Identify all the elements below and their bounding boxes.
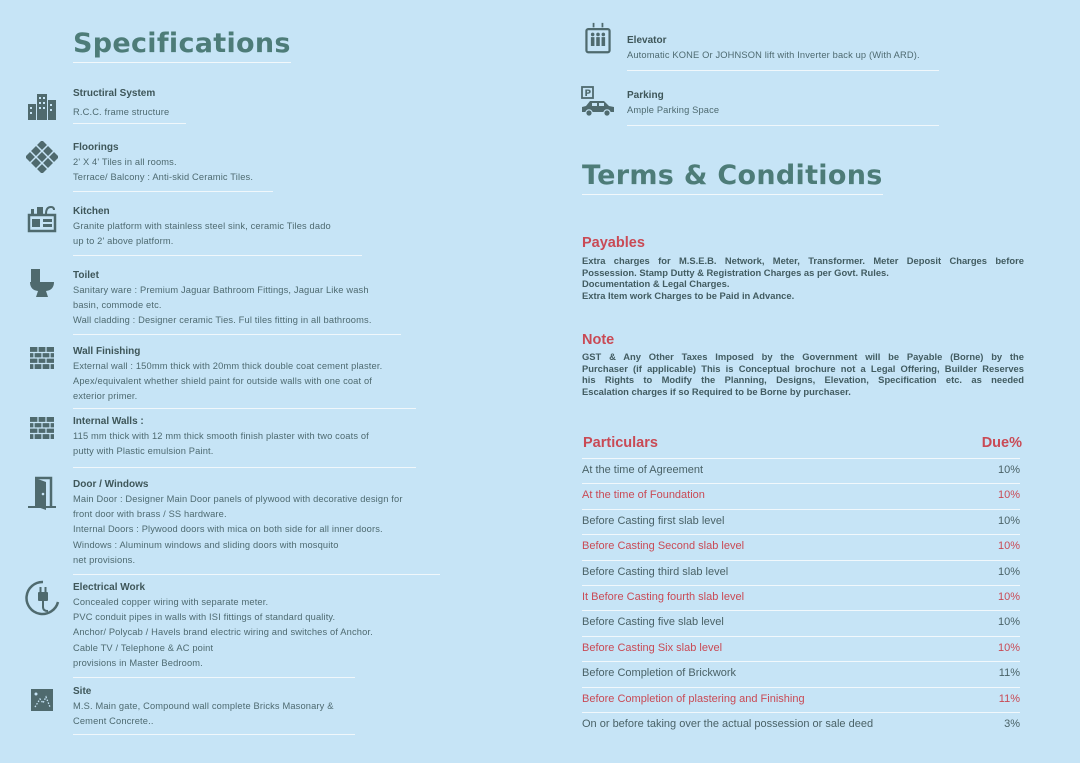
spec-line: net provisions. — [73, 554, 136, 565]
row-value: 10% — [997, 540, 1020, 552]
row-value: 10% — [997, 642, 1020, 654]
building-icon — [26, 90, 58, 122]
spec-heading: Door / Windows — [73, 479, 149, 490]
divider — [73, 123, 186, 124]
row-label: Before Completion of Brickwork — [582, 667, 737, 679]
table-row — [582, 483, 1020, 508]
spec-site — [73, 685, 334, 729]
divider — [627, 70, 939, 71]
payables-heading: Payables — [582, 235, 645, 251]
spec-line: M.S. Main gate, Compound wall complete Bricks Masonary & — [73, 701, 334, 711]
spec-line: Cable TV / Telephone & AC point — [73, 642, 214, 653]
table-row — [582, 560, 1020, 585]
spec-internal-walls — [73, 415, 369, 459]
spec-line: Internal Doors : Plywood doors with mica on both side for all inner doors. — [73, 524, 383, 535]
table-row — [582, 661, 1020, 686]
parking-car-icon — [580, 86, 616, 120]
spec-heading: Wall Finishing — [73, 346, 141, 357]
brick-wall-icon — [26, 341, 58, 373]
kitchen-icon — [26, 201, 58, 233]
parking-spec — [627, 89, 719, 118]
note-line: GST & Any Other Taxes Imposed by the Government will be Payable (Borne) by the — [582, 351, 1024, 362]
row-value: 10% — [997, 616, 1020, 628]
spec-line: Granite platform with stainless steel sink, ceramic Tiles dado — [73, 221, 331, 231]
spec-electrical-work — [73, 581, 373, 671]
row-value: 11% — [998, 693, 1020, 705]
table-row — [582, 610, 1020, 635]
spec-heading: Internal Walls : — [73, 416, 144, 427]
spec-line: Terrace/ Balcony : Anti-skid Ceramic Tiles. — [73, 172, 254, 183]
spec-heading: Toilet — [73, 270, 99, 281]
spec-line: Wall cladding : Designer ceramic Ties. Ful tiles fitting in all bathrooms. — [73, 315, 372, 326]
spec-line: External wall : 150mm thick with 20mm thick double coat cement plaster. — [73, 361, 383, 371]
spec-line: Main Door : Designer Main Door panels of plywood with decorative design for — [73, 494, 403, 504]
payables-line: Extra Item work Charges to be Paid in Advance. — [582, 289, 795, 301]
row-value: 10% — [997, 464, 1020, 476]
spec-line: putty with Plastic emulsion Paint. — [73, 446, 214, 457]
brick-wall-icon — [26, 411, 58, 443]
table-row — [582, 687, 1020, 712]
row-label: Before Completion of plastering and Finishing — [582, 693, 805, 705]
row-value: 10% — [997, 515, 1020, 527]
table-row — [582, 534, 1020, 559]
note-text — [582, 351, 1024, 397]
divider — [73, 334, 401, 335]
row-label: Before Casting Six slab level — [582, 642, 723, 654]
elevator-text: Automatic KONE Or JOHNSON lift with Inverter back up (With ARD). — [627, 50, 920, 60]
note-line: Escalation charges if so Required to be Borne by purchaser. — [582, 385, 851, 397]
elevator-heading: Elevator — [627, 35, 667, 46]
spec-line: 115 mm thick with 12 mm thick smooth finish plaster with two coats of — [73, 431, 369, 441]
spec-heading: Structiral System — [73, 88, 156, 99]
spec-line: front door with brass / SS hardware. — [73, 509, 227, 520]
divider — [73, 677, 355, 678]
spec-line: R.C.C. frame structure — [73, 107, 170, 117]
spec-line: Windows : Aluminum windows and sliding doors with mosquito — [73, 539, 339, 550]
parking-heading: Parking — [627, 90, 664, 101]
divider — [73, 255, 362, 256]
spec-line: provisions in Master Bedroom. — [73, 657, 203, 668]
divider — [73, 467, 416, 468]
elevator-spec — [627, 34, 920, 63]
spec-heading: Floorings — [73, 142, 119, 153]
payables-line: Extra charges for M.S.E.B. Network, Meter, Transformer. Meter Deposit Charges before — [582, 255, 1024, 266]
spec-heading: Kitchen — [73, 206, 110, 217]
spec-kitchen — [73, 205, 331, 249]
divider — [627, 125, 939, 126]
row-label: Before Casting Second slab level — [582, 540, 745, 552]
note-line: Purchaser (if applicable) This is Conceptual brochure not a Legal Offering, Builder Reserves — [582, 362, 1024, 374]
spec-heading: Electrical Work — [73, 582, 146, 593]
tiles-icon — [26, 141, 58, 173]
spec-line: basin, commode etc. — [73, 300, 162, 311]
spec-line: exterior primer. — [73, 391, 138, 402]
row-value: 11% — [998, 667, 1020, 679]
parking-badge: P — [584, 89, 592, 99]
particulars-header: Particulars — [583, 435, 658, 451]
spec-line: Apex/equivalent whether shield paint for outside walls with one coat of — [73, 376, 373, 387]
table-row — [582, 636, 1020, 661]
row-value: 10% — [997, 566, 1020, 578]
note-line: his Rights to Modify the Planning, Designs, Elevation, Specification etc. as needed — [582, 374, 1024, 386]
divider — [73, 734, 355, 735]
row-label: At the time of Foundation — [582, 489, 705, 501]
spec-line: up to 2' above platform. — [73, 236, 174, 247]
spec-wall-finishing — [73, 345, 382, 405]
spec-floorings — [73, 141, 253, 185]
row-label: Before Casting third slab level — [582, 566, 729, 578]
payment-table-header — [582, 435, 1022, 455]
spec-line: Sanitary ware : Premium Jaguar Bathroom Fittings, Jaguar Like wash — [73, 285, 369, 295]
row-label: Before Casting five slab level — [582, 616, 724, 628]
row-label: Before Casting first slab level — [582, 515, 725, 527]
door-icon — [26, 475, 58, 511]
divider — [73, 191, 273, 192]
row-label: At the time of Agreement — [582, 464, 704, 476]
table-row — [582, 585, 1020, 610]
parking-text: Ample Parking Space — [627, 105, 720, 115]
spec-line: Concealed copper wiring with separate meter. — [73, 597, 269, 607]
spec-structural — [73, 87, 169, 120]
spec-line: 2' X 4' Tiles in all rooms. — [73, 157, 177, 167]
electric-plug-icon — [25, 580, 61, 616]
spec-line: Cement Concrete.. — [73, 716, 154, 727]
toilet-icon — [26, 266, 58, 298]
row-value: 3% — [1004, 718, 1020, 730]
row-label: It Before Casting fourth slab level — [582, 591, 745, 603]
spec-toilet — [73, 269, 372, 329]
terms-title: Terms & Conditions — [582, 160, 883, 195]
row-label: On or before taking over the actual possession or sale deed — [582, 718, 874, 730]
divider — [73, 574, 440, 575]
spec-door-windows — [73, 478, 403, 568]
payables-line: Documentation & Legal Charges. — [582, 278, 730, 290]
site-icon — [26, 685, 58, 717]
table-row — [582, 712, 1020, 737]
row-value: 10% — [997, 489, 1020, 501]
table-row — [582, 458, 1020, 483]
note-heading: Note — [582, 332, 615, 348]
elevator-icon — [582, 22, 614, 54]
payables-line: Possession. Stamp Dutty & Registration Charges as per Govt. Rules. — [582, 266, 889, 278]
spec-line: PVC conduit pipes in walls with ISI fittings of standard quality. — [73, 612, 336, 623]
spec-heading: Site — [73, 686, 92, 697]
table-row — [582, 509, 1020, 534]
specifications-title: Specifications — [73, 28, 291, 63]
payables-text — [582, 255, 1024, 301]
spec-line: Anchor/ Polycab / Havels brand electric wiring and switches of Anchor. — [73, 627, 373, 638]
row-value: 10% — [997, 591, 1020, 603]
due-header: Due% — [981, 435, 1022, 451]
divider — [73, 408, 416, 409]
